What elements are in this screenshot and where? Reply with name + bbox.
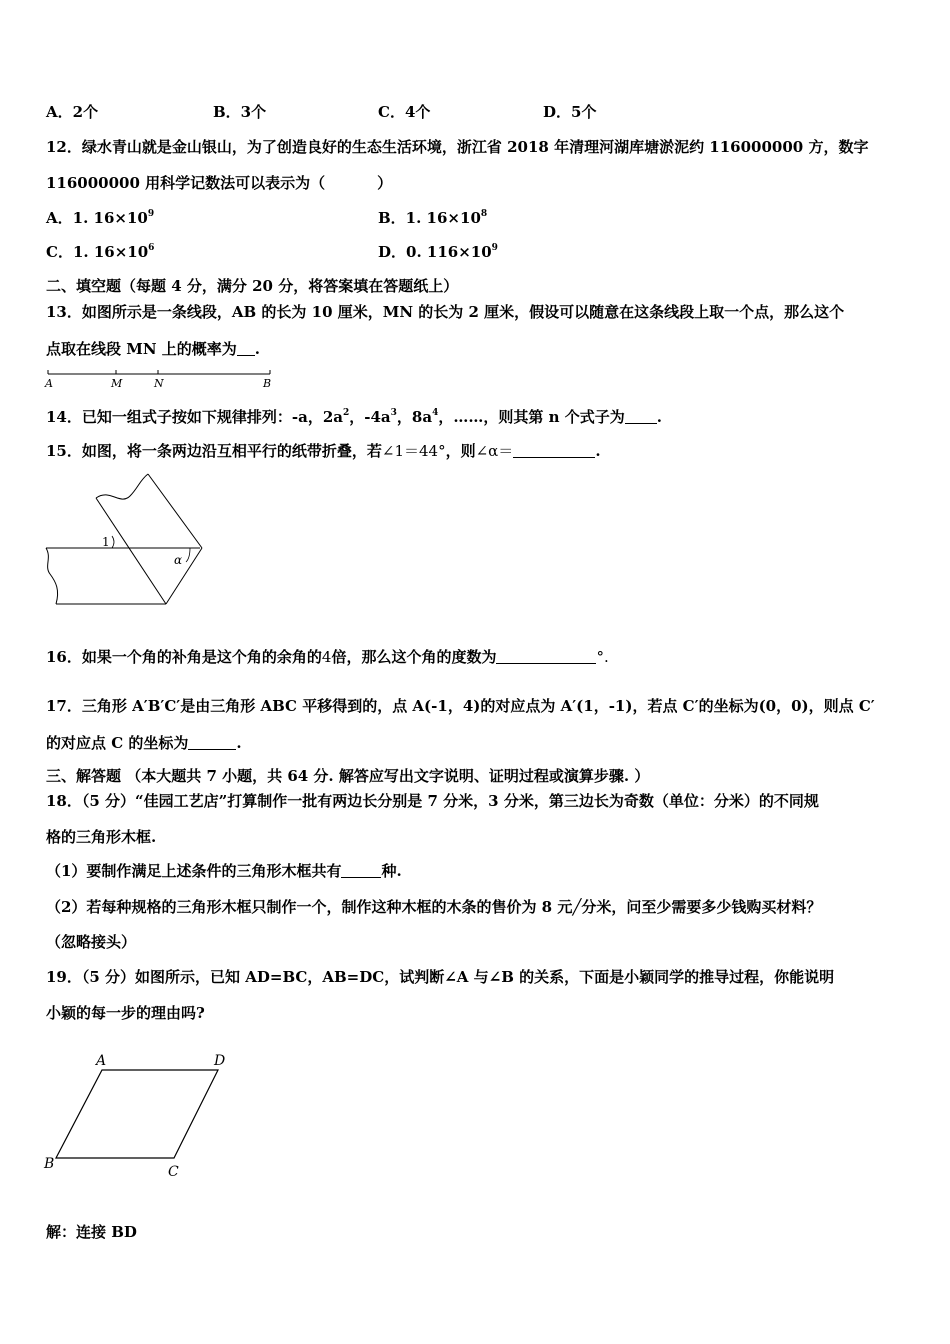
q12-line1: 12．绿水青山就是金山银山，为了创造良好的生态生活环境，浙江省 2018 年清理河湖库塘淤泥约 116000000 方，数字 xyxy=(46,138,869,156)
q19-line1: 19．（5 分）如图所示，已知 AD=BC，AB=DC，试判断∠A 与∠B 的关系，下面是小颖同学的推导过程，你能说明 xyxy=(46,968,835,986)
angle-alpha-label: α xyxy=(174,553,183,567)
point-b-label: B xyxy=(263,377,272,390)
q14-line: 14．已知一组式子按如下规律排列：-a，$2a^2$，$-4a^3$，$8a^4$，……，则其第 n 个式子为 . xyxy=(46,408,662,426)
paper-fold-figure xyxy=(40,470,210,610)
q17-line1: 17．三角形 A′B′C′是由三角形 ABC 平移得到的，点 A(-1，4)的对应点为 A′(1，-1)，若点 C′的坐标为(0，0)，则点 C′ xyxy=(46,697,875,715)
q13-line1: 13．如图所示是一条线段，AB 的长为 10 厘米，MN 的长为 2 厘米，假设可以随意在这条线段上取一个点，那么这个 xyxy=(46,303,845,321)
vertex-d-label: D xyxy=(214,1053,226,1069)
section-2-heading: 二、填空题（每题 4 分，满分 20 分，将答案填在答题纸上） xyxy=(46,277,459,295)
q18-line2: 格的三角形木框. xyxy=(46,828,157,846)
q15-line: 15．如图，将一条两边沿互相平行的纸带折叠，若∠1＝44°，则∠α＝ . xyxy=(46,442,601,460)
q13-line2: 点取在线段 MN 上的概率为 . xyxy=(46,340,260,358)
vertex-b-label: B xyxy=(44,1156,55,1172)
q17-line2: 的对应点 C 的坐标为 . xyxy=(46,734,242,752)
q18-sub2b: （忽略接头） xyxy=(46,933,137,951)
q12-option-c: C．1. $16\times 10^6$ xyxy=(46,243,155,261)
q12-option-a: A．1. $16\times 10^9$ xyxy=(46,209,155,227)
point-a-label: A xyxy=(45,377,53,390)
option-a: A．2个 xyxy=(46,103,99,121)
vertex-c-label: C xyxy=(168,1164,179,1180)
answer-line: 解：连接 BD xyxy=(46,1223,137,1241)
point-n-label: N xyxy=(154,377,164,390)
q12-line2: 116000000 用科学记数法可以表示为（ ） xyxy=(46,174,393,192)
parallelogram-figure xyxy=(40,1048,240,1183)
q18-line1: 18．（5 分）“佳园工艺店”打算制作一批有两边长分别是 7 分米，3 分米，第三边长为奇数（单位：分米）的不同规 xyxy=(46,792,819,810)
q19-line2: 小颖的每一步的理由吗? xyxy=(46,1004,205,1022)
q18-sub2: （2）若每种规格的三角形木框只制作一个，制作这种木框的木条的售价为 8 元╱分米，问至少需要多少钱购买材料？ xyxy=(46,898,822,916)
option-d: D．5个 xyxy=(543,103,597,121)
point-m-label: M xyxy=(111,377,123,390)
angle-1-label: 1 xyxy=(102,535,110,549)
option-b: B．3个 xyxy=(213,103,267,121)
q16-line: 16．如果一个角的补角是这个角的余角的4倍，那么这个角的度数为 °. xyxy=(46,648,609,666)
q12-option-d: D．0. $116\times 10^9$ xyxy=(378,243,498,261)
q18-sub1: （1）要制作满足上述条件的三角形木框共有 种. xyxy=(46,862,402,880)
segment-figure xyxy=(42,366,277,390)
option-c: C．4个 xyxy=(378,103,431,121)
vertex-a-label: A xyxy=(96,1053,107,1069)
q12-option-b: B．1. $16\times 10^8$ xyxy=(378,209,488,227)
section-3-heading: 三、解答题 （本大题共 7 小题，共 64 分. 解答应写出文字说明、证明过程或演算步骤. ） xyxy=(46,767,650,785)
